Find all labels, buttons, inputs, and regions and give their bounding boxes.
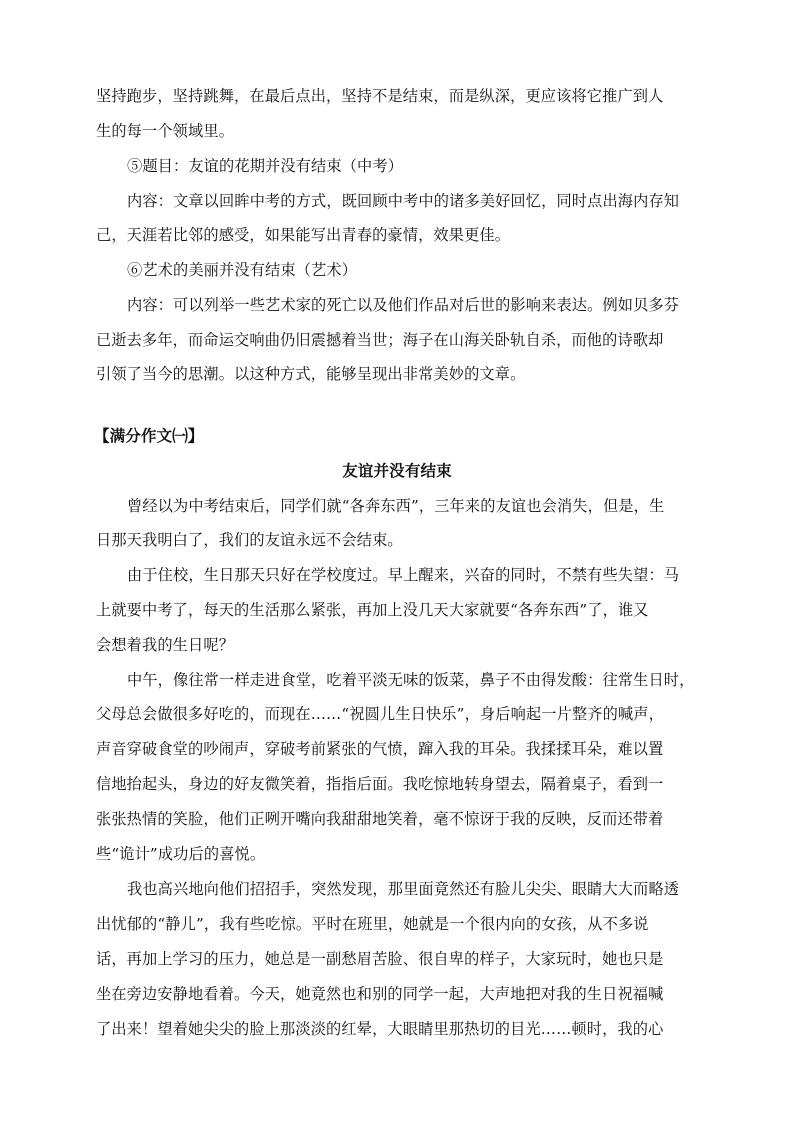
body-line: 内容：文章以回眸中考的方式，既回顾中考中的诸多美好回忆，同时点出海内存知 <box>127 192 680 210</box>
essay-line: 出忧郁的“静儿”，我有些吃惊。平时在班里，她就是一个很内向的女孩，从不多说 <box>96 915 649 933</box>
body-line: 已逝去多年，而命运交响曲仍旧震撼着当世；海子在山海关卧轨自杀，而他的诗歌却 <box>96 331 664 349</box>
essay-line: 张张热情的笑脸，他们正咧开嘴向我甜甜地笑着，毫不惊讶于我的反映，反而还带着 <box>96 810 664 828</box>
body-line: 坚持跑步，坚持跳舞，在最后点出，坚持不是结束，而是纵深，更应该将它推广到人 <box>96 87 664 105</box>
body-line: 生的每一个领域里。 <box>96 122 235 140</box>
body-line: 己，天涯若比邻的感受，如果能写出青春的豪情，效果更佳。 <box>96 226 511 244</box>
body-line: 引领了当今的思潮。以这种方式，能够呈现出非常美妙的文章。 <box>96 365 526 383</box>
essay-line: 日那天我明白了，我们的友谊永远不会结束。 <box>96 531 403 549</box>
essay-line: 话，再加上学习的压力，她总是一副愁眉苦脸、很自卑的样子，大家玩时，她也只是 <box>96 950 664 968</box>
essay-line: 父母总会做很多好吃的，而现在……“祝圆儿生日快乐”，身后响起一片整齐的喊声， <box>96 705 664 723</box>
essay-line: 由于住校，生日那天只好在学校度过。早上醒来，兴奋的同时，不禁有些失望：马 <box>127 566 680 584</box>
essay-line: 了出来！望着她尖尖的脸上那淡淡的红晕，大眼睛里那热切的目光……顿时，我的心 <box>96 1020 664 1038</box>
essay-line: 曾经以为中考结束后，同学们就“各奔东西”，三年来的友谊也会消失，但是，生 <box>127 497 665 515</box>
body-line: ⑤题目：友谊的花期并没有结束（中考） <box>127 157 404 175</box>
essay-line: 信地抬起头，身边的好友微笑着，指指后面。我吃惊地转身望去，隔着桌子，看到一 <box>96 775 664 793</box>
essay-line: 些“诡计”成功后的喜悦。 <box>96 845 266 863</box>
essay-line: 声音穿破食堂的吵闹声，穿破考前紧张的气愤，蹿入我的耳朵。我揉揉耳朵，难以置 <box>96 740 664 758</box>
essay-section-heading: 【满分作文㈠】 <box>94 427 204 445</box>
essay-line: 上就要中考了，每天的生活那么紧张，再加上没几天大家就要“各奔东西”了，谁又 <box>96 601 649 619</box>
essay-line: 坐在旁边安静地看着。今天，她竟然也和别的同学一起，大声地把对我的生日祝福喊 <box>96 985 664 1003</box>
essay-line: 会想着我的生日呢？ <box>96 636 235 654</box>
body-line: 内容：可以列举一些艺术家的死亡以及他们作品对后世的影响来表达。例如贝多芬 <box>127 296 680 314</box>
essay-line: 我也高兴地向他们招招手，突然发现，那里面竟然还有脸儿尖尖、眼睛大大而略透 <box>127 880 680 898</box>
essay-title: 友谊并没有结束 <box>342 462 452 480</box>
body-line: ⑥艺术的美丽并没有结束（艺术） <box>127 261 358 279</box>
essay-line: 中午，像往常一样走进食堂，吃着平淡无味的饭菜，鼻子不由得发酸：往常生日时， <box>127 671 695 689</box>
